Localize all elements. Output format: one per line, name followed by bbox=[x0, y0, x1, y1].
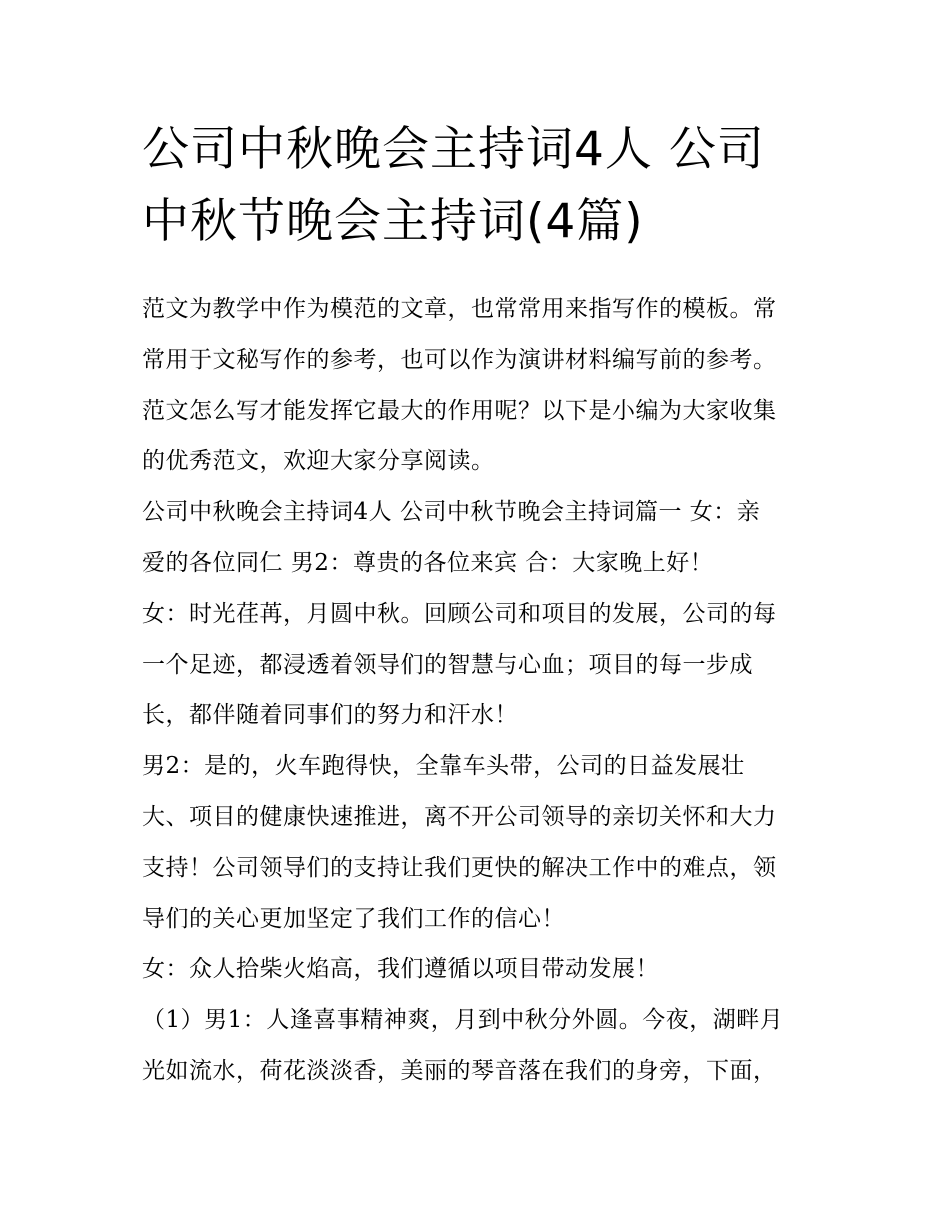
body-line: 女：众人拾柴火焰高，我们遵循以项目带动发展！ bbox=[142, 956, 659, 983]
body-line: 公司中秋晚会主持词4人 公司中秋节晚会主持词篇一 女：亲 bbox=[142, 499, 761, 526]
body-line: 光如流水，荷花淡淡香，美丽的琴音落在我们的身旁，下面， bbox=[142, 1057, 777, 1084]
body-line: 的优秀范文，欢迎大家分享阅读。 bbox=[142, 448, 495, 475]
document-body bbox=[142, 284, 814, 1097]
body-line: 支持！公司领导们的支持让我们更快的解决工作中的难点，领 bbox=[142, 854, 777, 881]
body-line: 范文怎么写才能发挥它最大的作用呢？以下是小编为大家收集 bbox=[142, 397, 777, 424]
body-line: 一个足迹，都浸透着领导们的智慧与心血；项目的每一步成 bbox=[142, 651, 753, 678]
body-line: 导们的关心更加坚定了我们工作的信心！ bbox=[142, 905, 565, 932]
title-line: 公司中秋晚会主持词4人 公司 bbox=[142, 122, 765, 177]
body-line: 范文为教学中作为模范的文章，也常常用来指写作的模板。常 bbox=[142, 296, 777, 322]
body-line: 男2：是的，火车跑得快，全靠车头带，公司的日益发展壮 bbox=[142, 753, 745, 780]
document-title bbox=[142, 114, 822, 258]
body-line: 大、项目的健康快速推进，离不开公司领导的亲切关怀和大力 bbox=[142, 803, 777, 830]
body-line: 爱的各位同仁 男2：尊贵的各位来宾 合：大家晚上好！ bbox=[142, 549, 714, 576]
title-line: 中秋节晚会主持词(4篇) bbox=[142, 194, 644, 249]
body-line: 长，都伴随着同事们的努力和汗水！ bbox=[142, 702, 518, 729]
body-line: 常用于文秘写作的参考，也可以作为演讲材料编写前的参考。 bbox=[142, 346, 777, 373]
body-line: （1）男1：人逢喜事精神爽，月到中秋分外圆。今夜，湖畔月 bbox=[142, 1007, 784, 1034]
body-line: 女：时光荏苒，月圆中秋。回顾公司和项目的发展，公司的每 bbox=[142, 600, 777, 627]
